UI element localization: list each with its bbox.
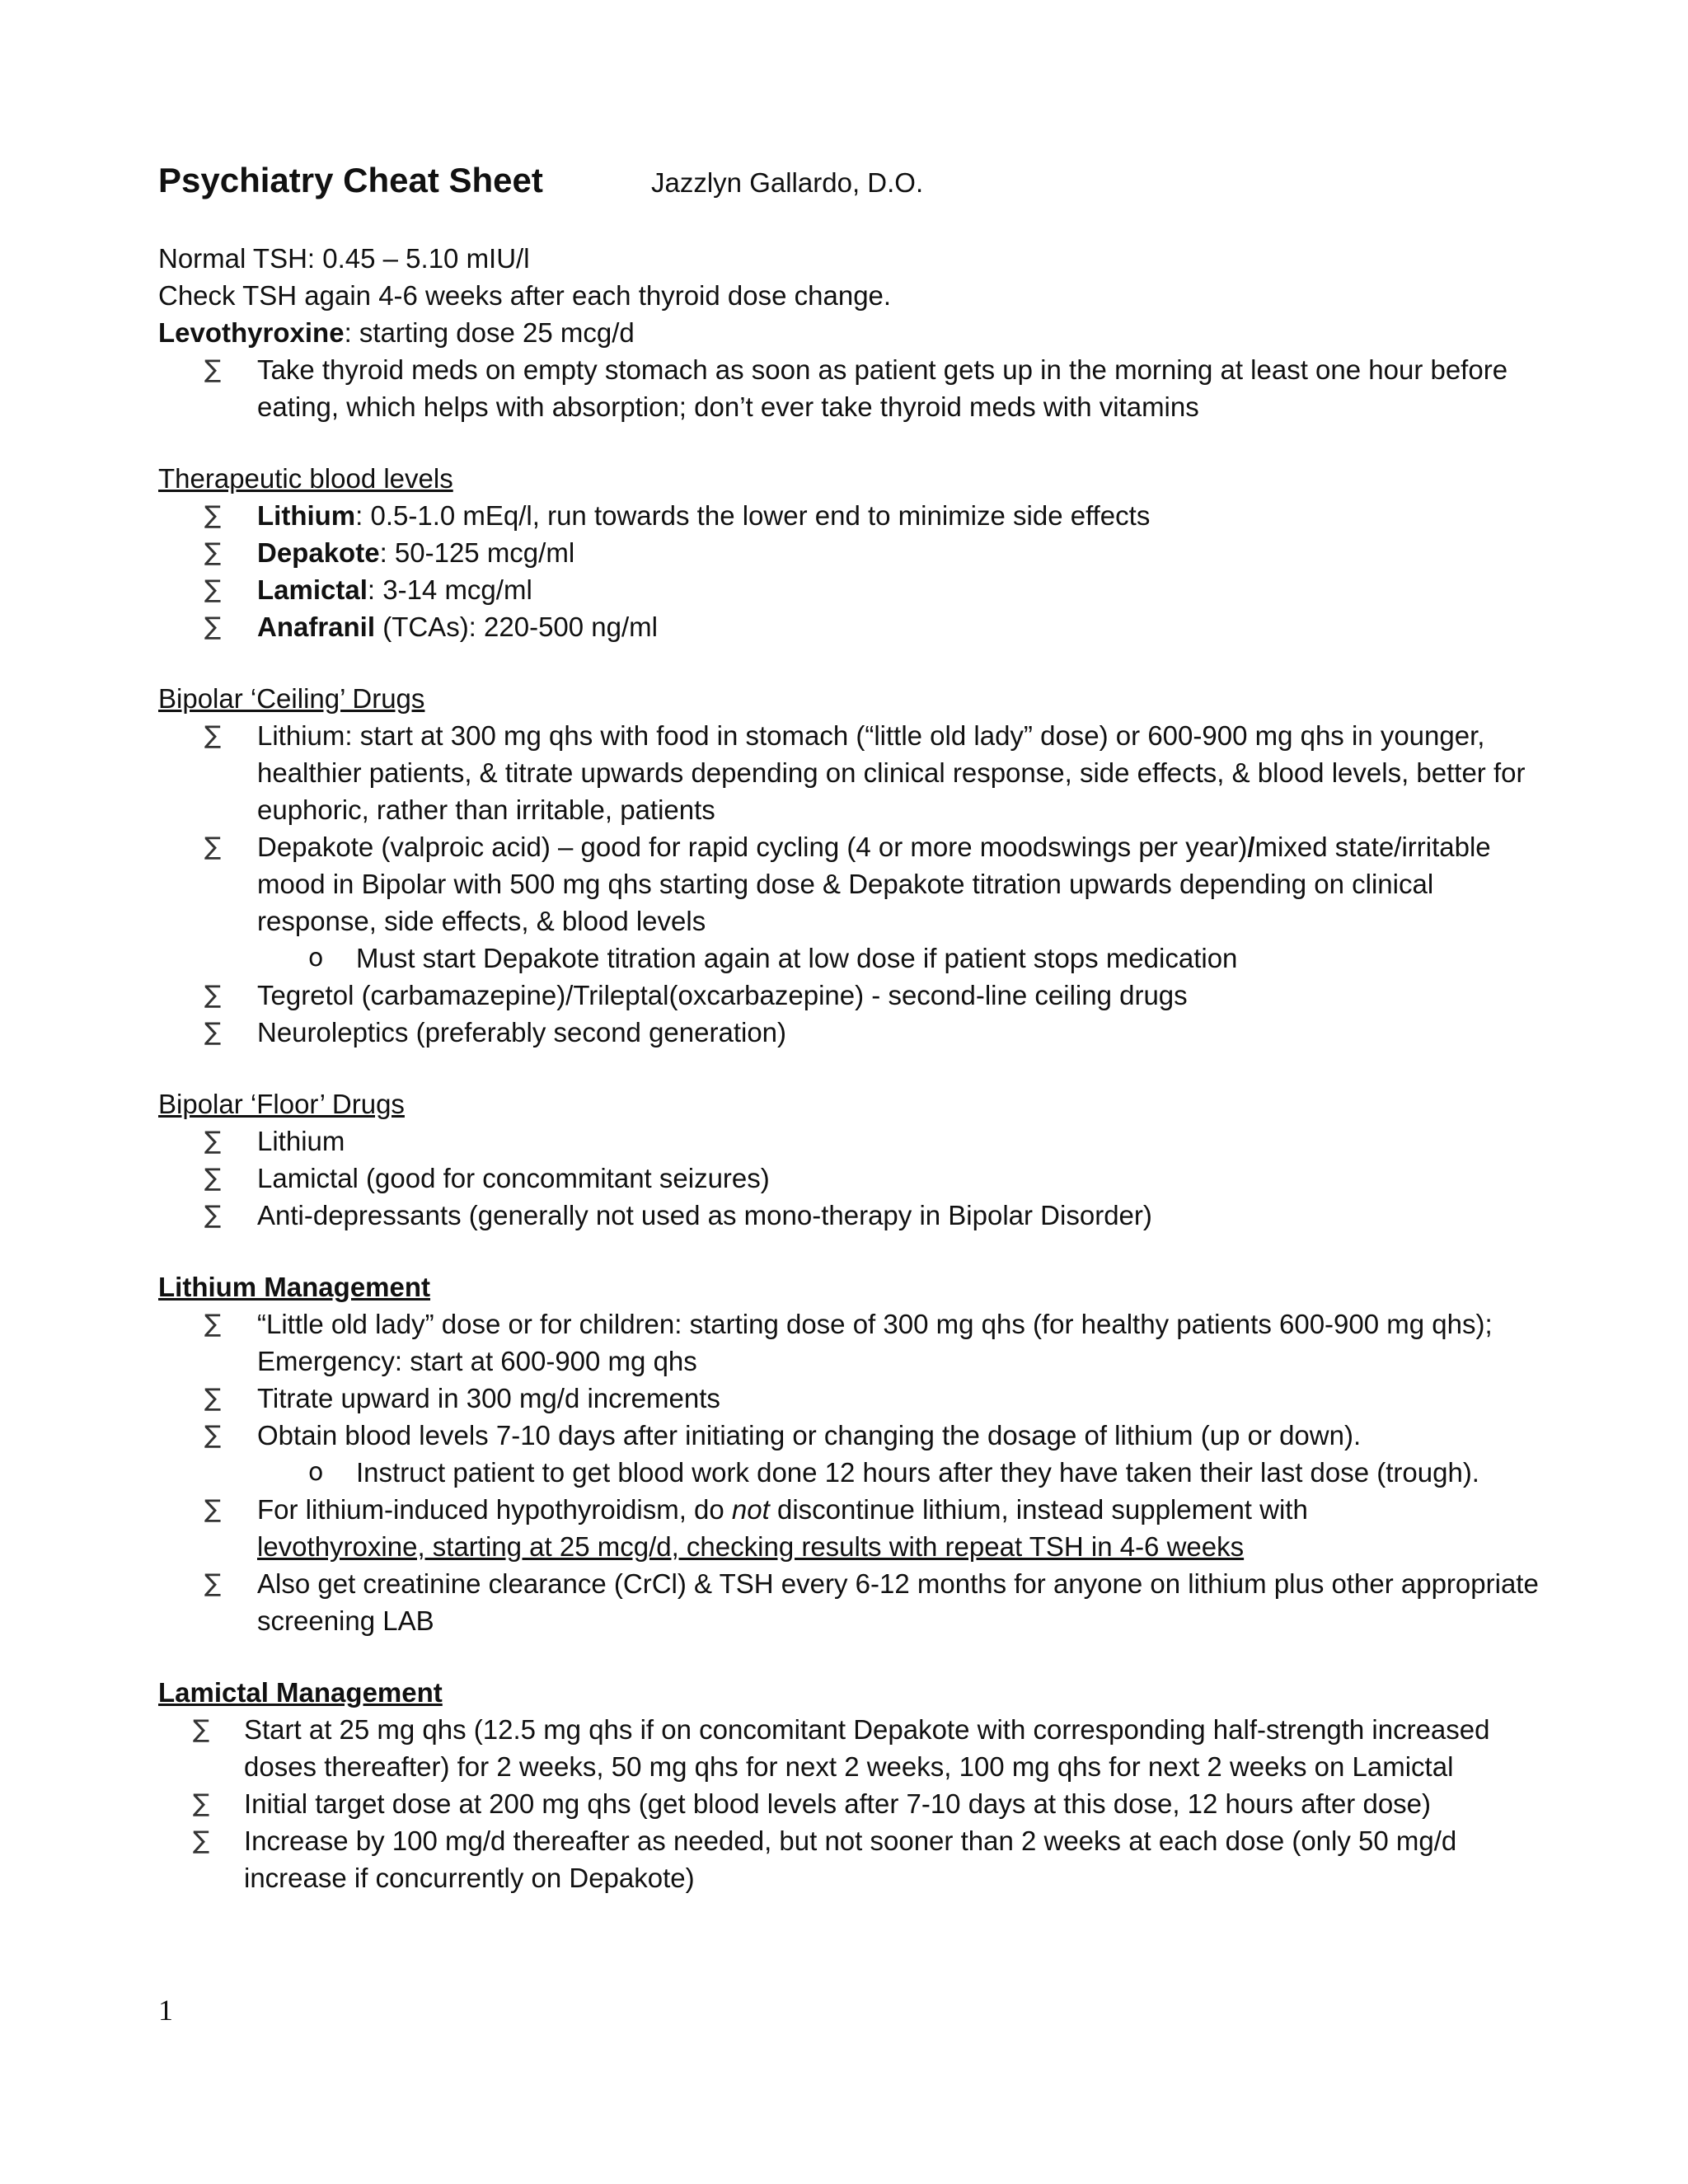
thyroid-bullets [158, 351, 1543, 425]
lamictal-target-text: Initial target dose at 200 mg qhs (get blood levels after 7-10 days at this dose, 12 hours after dose) [244, 1788, 1432, 1819]
ceiling-neuroleptics-text: Neuroleptics (preferably second generation) [257, 1017, 787, 1047]
page-number: 1 [158, 1994, 173, 2027]
sub-list-item [158, 1454, 1543, 1491]
sub-list-item [158, 940, 1543, 977]
list-item [158, 534, 1543, 571]
sigma-bullet-icon: ∑ [204, 355, 222, 384]
sigma-bullet-icon: ∑ [193, 1826, 210, 1855]
list-item [158, 717, 1543, 828]
lithium-trough-note: Instruct patient to get blood work done 12 hours after they have taken their last dose (trough). [356, 1457, 1479, 1488]
drug-name: Depakote [257, 537, 380, 568]
lithium-screening-text: Also get creatinine clearance (CrCl) & TSH every 6-12 months for anyone on lithium plus other appropriate screening LAB [257, 1568, 1539, 1636]
sigma-bullet-icon: ∑ [204, 538, 222, 567]
sigma-bullet-icon: ∑ [204, 575, 222, 604]
drug-level: : 50-125 mcg/ml [379, 537, 575, 568]
list-item [158, 1565, 1543, 1639]
ceiling-depakote-slash: / [1247, 832, 1255, 862]
sigma-bullet-icon: ∑ [204, 832, 222, 861]
document-author: Jazzlyn Gallardo, D.O. [651, 167, 924, 198]
ceiling-drugs-heading: Bipolar ‘Ceiling’ Drugs [158, 683, 425, 714]
drug-level: (TCAs): 220-500 ng/ml [375, 612, 658, 642]
lithium-titrate-text: Titrate upward in 300 mg/d increments [257, 1383, 720, 1413]
lithium-management-heading: Lithium Management [158, 1272, 431, 1302]
lamictal-start-text: Start at 25 mg qhs (12.5 mg qhs if on concomitant Depakote with corresponding half-strength increased doses thereafter) for 2 weeks, 50 mg qhs for next 2 weeks, 100 mg qhs for next 2 weeks on Lamictal [244, 1714, 1490, 1782]
list-item [158, 1491, 1543, 1565]
list-item [158, 1305, 1543, 1380]
list-item [158, 1197, 1543, 1234]
lithium-hypothyroid-a: For lithium-induced hypothyroidism, do [257, 1494, 732, 1525]
lithium-management-list [158, 1305, 1543, 1639]
drug-level: : 3-14 mcg/ml [367, 574, 532, 605]
therapeutic-levels-heading: Therapeutic blood levels [158, 463, 453, 494]
sigma-bullet-icon: ∑ [204, 981, 222, 1010]
list-item [158, 1014, 1543, 1051]
sigma-bullet-icon: ∑ [204, 1310, 222, 1338]
levothyroxine-line [158, 314, 1543, 351]
lithium-hypothyroid-b: discontinue lithium, instead supplement with [769, 1494, 1308, 1525]
floor-drugs-list [158, 1122, 1543, 1234]
ceiling-depakote-text-a: Depakote (valproic acid) – good for rapid cycling (4 or more moodswings per year) [257, 832, 1248, 862]
drug-name: Anafranil [257, 612, 376, 642]
sigma-bullet-icon: ∑ [204, 1569, 222, 1598]
document-title: Psychiatry Cheat Sheet [158, 161, 543, 199]
sigma-bullet-icon: ∑ [193, 1715, 210, 1744]
lithium-hypothyroid-underlined: levothyroxine, starting at 25 mcg/d, checking results with repeat TSH in 4-6 weeks [257, 1531, 1245, 1562]
sigma-bullet-icon: ∑ [204, 1384, 222, 1413]
therapeutic-levels-list [158, 497, 1543, 645]
lamictal-increase-text: Increase by 100 mg/d thereafter as needed, but not sooner than 2 weeks at each dose (only 50 mg/d increase if concurrently on Depakote) [244, 1825, 1457, 1893]
list-item [158, 1122, 1543, 1160]
list-item [158, 571, 1543, 608]
ceiling-lithium-text: Lithium: start at 300 mg qhs with food in stomach (“little old lady” dose) or 600-900 mg qhs in younger, healthier patients, & titrate upwards depending on clinical response, side effects, & blood levels, better for euphoric, rather than irritable, patients [257, 720, 1526, 825]
drug-name: Lithium [257, 500, 356, 531]
lamictal-management-heading: Lamictal Management [158, 1677, 443, 1708]
list-item [158, 1785, 1543, 1822]
list-item [158, 497, 1543, 534]
thyroid-instruction: Take thyroid meds on empty stomach as soon as patient gets up in the morning at least one hour before eating, which helps with absorption; don’t ever take thyroid meds with vitamins [257, 354, 1508, 422]
drug-name: Lamictal [257, 574, 368, 605]
check-tsh-line: Check TSH again 4-6 weeks after each thyroid dose change. [158, 280, 892, 311]
sigma-bullet-icon: ∑ [204, 1495, 222, 1524]
sigma-bullet-icon: ∑ [204, 1421, 222, 1450]
ceiling-drugs-list [158, 717, 1543, 1051]
circle-bullet-icon: o [308, 944, 324, 972]
sigma-bullet-icon: ∑ [204, 1201, 222, 1230]
list-item [158, 828, 1543, 940]
sigma-bullet-icon: ∑ [204, 501, 222, 530]
list-item [158, 1417, 1543, 1454]
sigma-bullet-icon: ∑ [204, 1164, 222, 1193]
floor-drug-text: Lithium [257, 1126, 345, 1156]
lithium-dose-text: “Little old lady” dose or for children: starting dose of 300 mg qhs (for healthy patients 600-900 mg qhs); Emergency: start at 600-900 mg qhs [257, 1309, 1493, 1376]
levothyroxine-term: Levothyroxine [158, 317, 345, 348]
circle-bullet-icon: o [308, 1458, 324, 1487]
title-row [158, 161, 1543, 207]
levothyroxine-dose: : starting dose 25 mcg/d [344, 317, 635, 348]
lamictal-management-list [158, 1711, 1543, 1896]
drug-level: : 0.5-1.0 mEq/l, run towards the lower end to minimize side effects [355, 500, 1151, 531]
list-item [158, 608, 1543, 645]
ceiling-tegretol-text: Tegretol (carbamazepine)/Trileptal(oxcarbazepine) - second-line ceiling drugs [257, 980, 1188, 1010]
sigma-bullet-icon: ∑ [204, 1018, 222, 1047]
ceiling-depakote-text-b: mixed state/irritable mood in Bipolar with 500 mg qhs starting dose & Depakote titration upwards depending on clinical response, side effects, & blood levels [257, 832, 1491, 936]
sigma-bullet-icon: ∑ [204, 721, 222, 750]
depakote-restart-note: Must start Depakote titration again at low dose if patient stops medication [356, 943, 1238, 973]
list-item [158, 1711, 1543, 1785]
sigma-bullet-icon: ∑ [193, 1789, 210, 1818]
list-item [158, 977, 1543, 1014]
lithium-blood-levels-text: Obtain blood levels 7-10 days after initiating or changing the dosage of lithium (up or down). [257, 1420, 1362, 1451]
document-page [158, 161, 1543, 1896]
lithium-hypothyroid-emphasis: not [731, 1494, 770, 1525]
normal-tsh-line: Normal TSH: 0.45 – 5.10 mIU/l [158, 243, 530, 274]
floor-drugs-heading: Bipolar ‘Floor’ Drugs [158, 1089, 405, 1119]
floor-drug-text: Anti-depressants (generally not used as mono-therapy in Bipolar Disorder) [257, 1200, 1152, 1230]
floor-drug-text: Lamictal (good for concommitant seizures) [257, 1163, 770, 1193]
sigma-bullet-icon: ∑ [204, 1127, 222, 1155]
list-item [158, 1160, 1543, 1197]
list-item [158, 1822, 1543, 1896]
list-item [158, 351, 1543, 425]
list-item [158, 1380, 1543, 1417]
sigma-bullet-icon: ∑ [204, 612, 222, 641]
